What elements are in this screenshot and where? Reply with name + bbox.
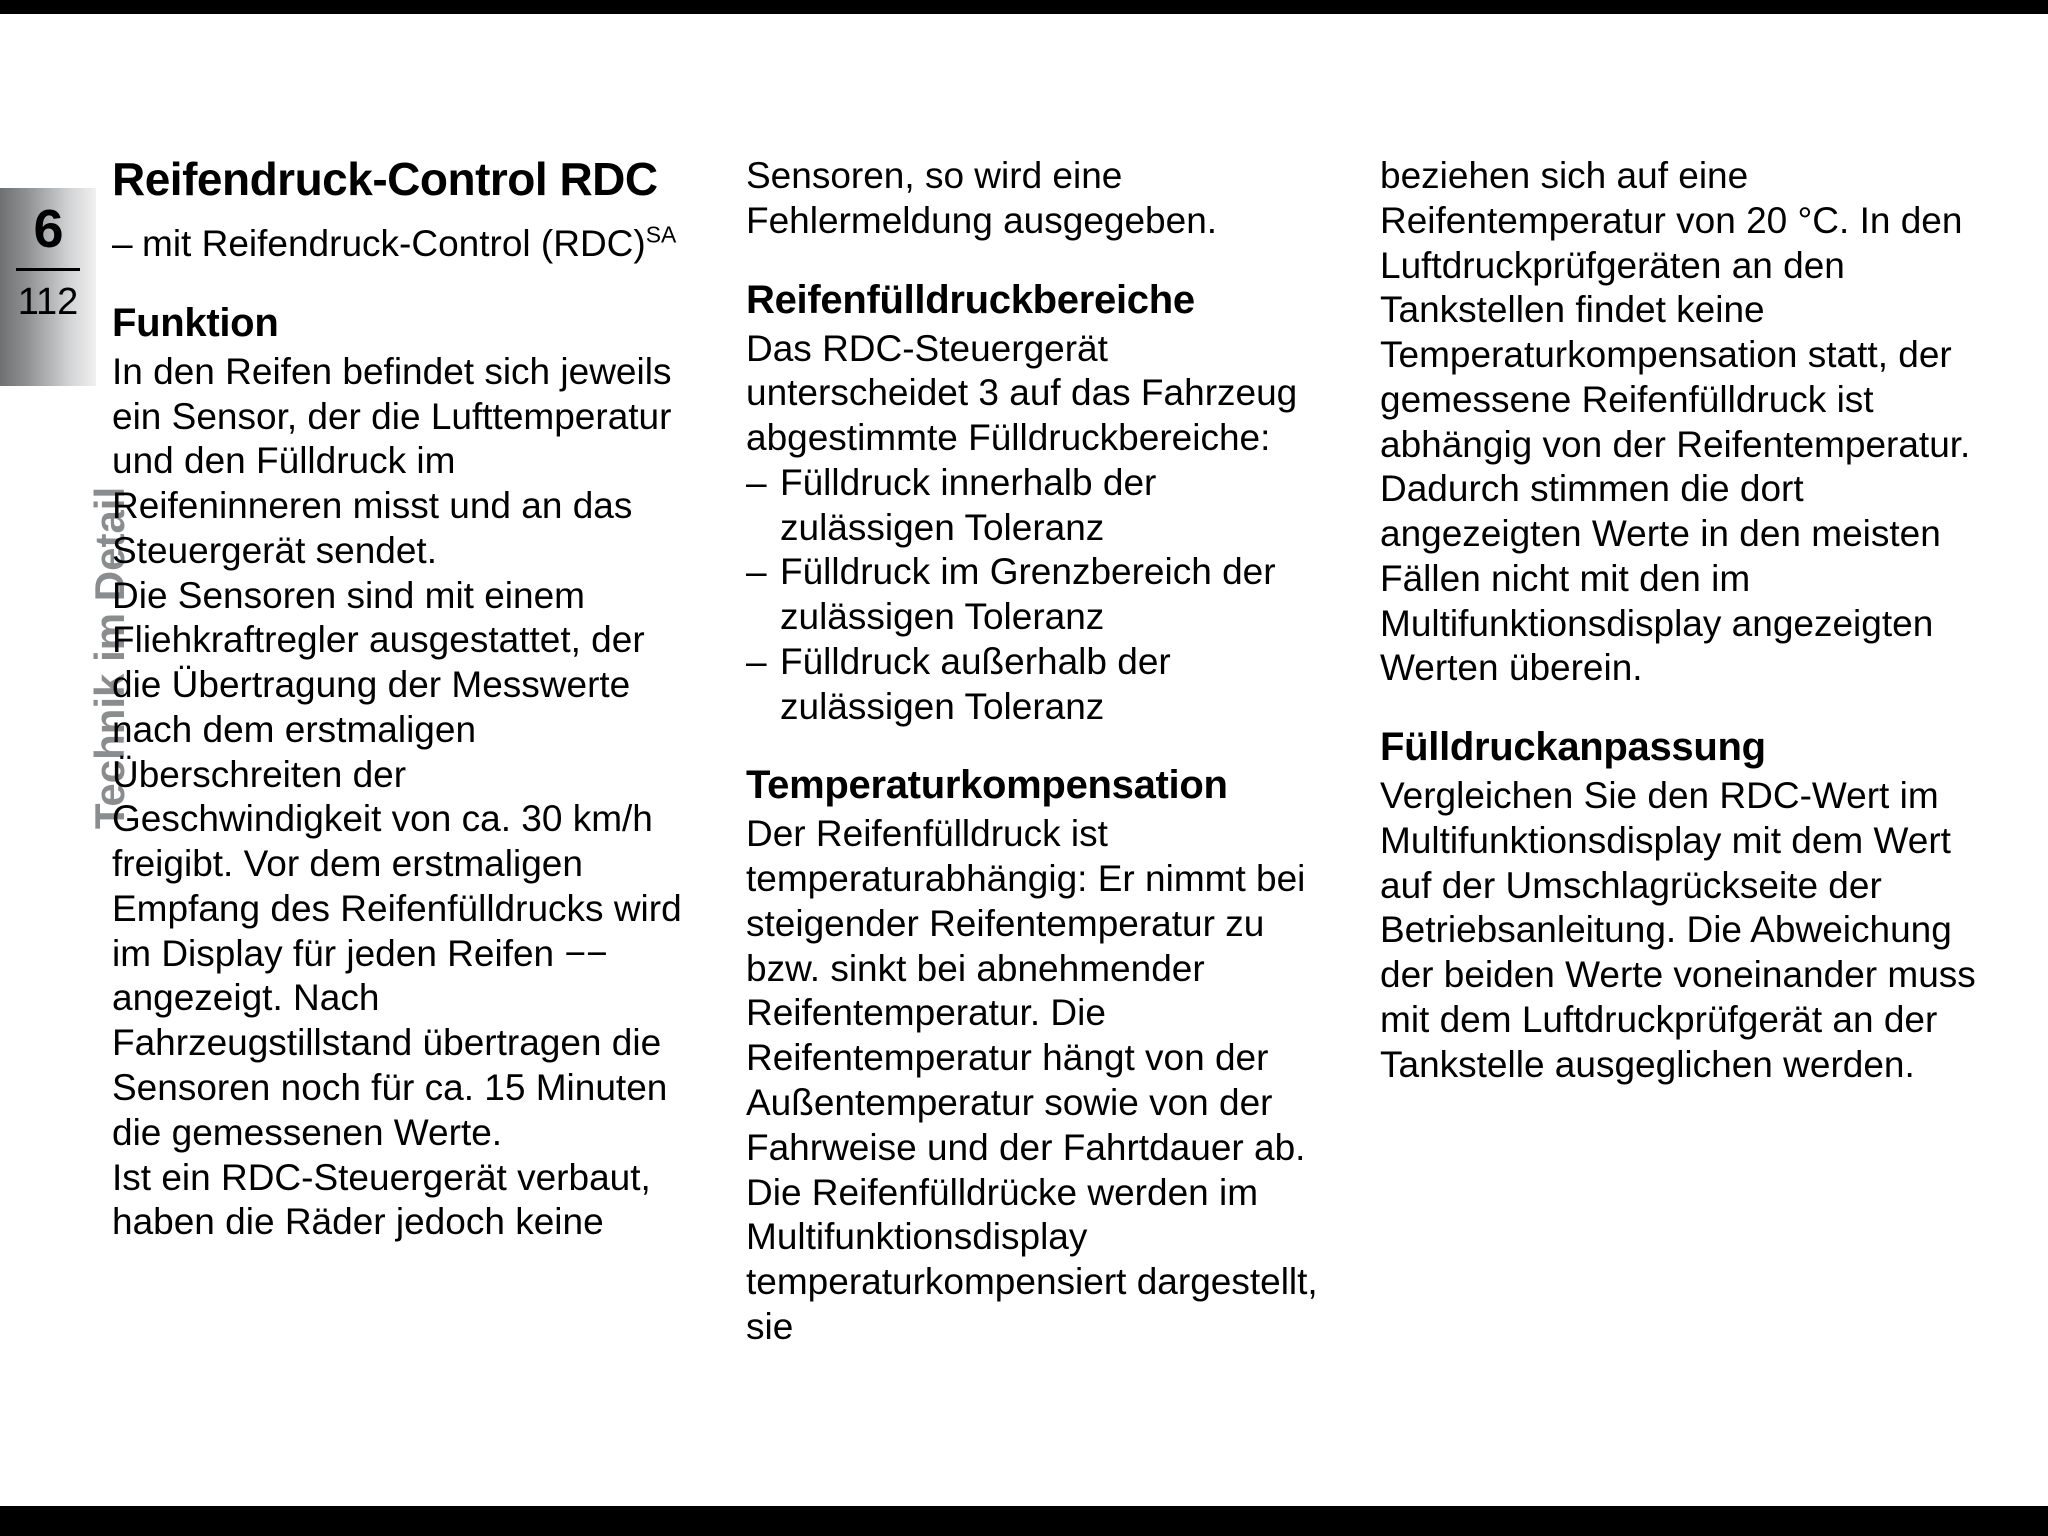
- section-side-label: Technik im Detail: [86, 486, 133, 830]
- list-item-label: Fülldruck außerhalb der zulässigen Toleranz: [780, 640, 1171, 727]
- list-item: [746, 550, 1318, 640]
- heading-fuelldruckanpassung: Fülldruckanpassung: [1380, 725, 1766, 770]
- title-subnote-label: mit Reifendruck-Control (RDC): [142, 222, 646, 264]
- paragraph-continued-top: Sensoren, so wird eine Fehlermeldung ausgegeben.: [746, 155, 1218, 241]
- page-columns: [112, 154, 2002, 1350]
- manual-page: [0, 14, 2048, 1506]
- chapter-divider: [16, 268, 80, 271]
- paragraph-bereiche: Das RDC-Steuergerät unterscheidet 3 auf das Fahrzeug abgestimmte Fülldruckbereiche:: [746, 327, 1298, 459]
- dash-glyph: –: [746, 640, 767, 682]
- dash-glyph: –: [746, 551, 767, 593]
- title-subnote: [112, 222, 684, 267]
- page-number: 112: [17, 281, 79, 323]
- paragraph-funktion-3: Ist ein RDC-Steuergerät verbaut, haben die Räder jedoch keine: [112, 1156, 651, 1243]
- list-item-label: Fülldruck innerhalb der zulässigen Toleranz: [780, 461, 1157, 548]
- column-2: [746, 154, 1318, 1350]
- list-item: [746, 640, 1318, 730]
- column-1: [112, 154, 684, 1350]
- list-item-label: Fülldruck im Grenzbereich der zulässigen Toleranz: [780, 551, 1276, 638]
- title-subnote-text: [142, 222, 676, 267]
- chapter-tab: [0, 188, 96, 386]
- page-title: Reifendruck-Control RDC: [112, 153, 658, 205]
- paragraph-temp-1: Der Reifenfülldruck ist temperaturabhängig: Er nimmt bei steigender Reifentemperatur zu bzw. sinkt bei abnehmender Reifentemperatur. Die Reifentemperatur hängt von der Außentemperatur sowie von der Fahrweise und der Fahrtdauer ab.: [746, 813, 1306, 1168]
- list-item: [746, 461, 1318, 551]
- paragraph-funktion-2: Die Sensoren sind mit einem Fliehkraftregler ausgestattet, der die Übertragung der Messwerte nach dem erstmaligen Überschreiten der Geschwindigkeit von ca. 30 km/h freigibt. Vor dem erstmaligen Empfang des Reifenfülldrucks wird im Display für jeden Reifen −− angezeigt. Nach Fahrzeugstillstand übertragen die Sensoren noch für ca. 15 Minuten die gemessenen Werte.: [112, 574, 682, 1153]
- title-subnote-superscript: SA: [645, 221, 677, 248]
- paragraph-funktion-1: In den Reifen befindet sich jeweils ein Sensor, der die Lufttemperatur und den Fülldruck im Reifeninneren misst und an das Steuergerät sendet.: [112, 350, 672, 571]
- paragraph-temp-2: Die Reifenfülldrücke werden im Multifunktionsdisplay temperaturkompensiert dargestellt, sie: [746, 1171, 1318, 1347]
- dash-glyph: –: [112, 222, 133, 264]
- column-3: [1380, 154, 1980, 1350]
- paragraph-temp-continued: beziehen sich auf eine Reifentemperatur von 20 °C. In den Luftdruckprüfgeräten an den Tankstellen findet keine Temperaturkompensation statt, der gemessene Reifenfülldruck ist abhängig von der Reifentemperatur. Dadurch stimmen die dort angezeigten Werte in den meisten Fällen nicht mit den im Multifunktionsdisplay angezeigten Werten überein.: [1380, 155, 1971, 689]
- paragraph-anpassung: Vergleichen Sie den RDC-Wert im Multifunktionsdisplay mit dem Wert auf der Umschlagrückseite der Betriebsanleitung. Die Abweichung der beiden Werte voneinander muss mit dem Luftdruckprüfgerät an der Tankstelle ausgeglichen werden.: [1380, 775, 1976, 1085]
- dash-glyph: –: [746, 461, 767, 503]
- chapter-number: 6: [33, 199, 63, 259]
- heading-reifenfuelldruckbereiche: Reifenfülldruckbereiche: [746, 277, 1195, 322]
- heading-funktion: Funktion: [112, 300, 279, 345]
- heading-temperaturkompensation: Temperaturkompensation: [746, 763, 1228, 808]
